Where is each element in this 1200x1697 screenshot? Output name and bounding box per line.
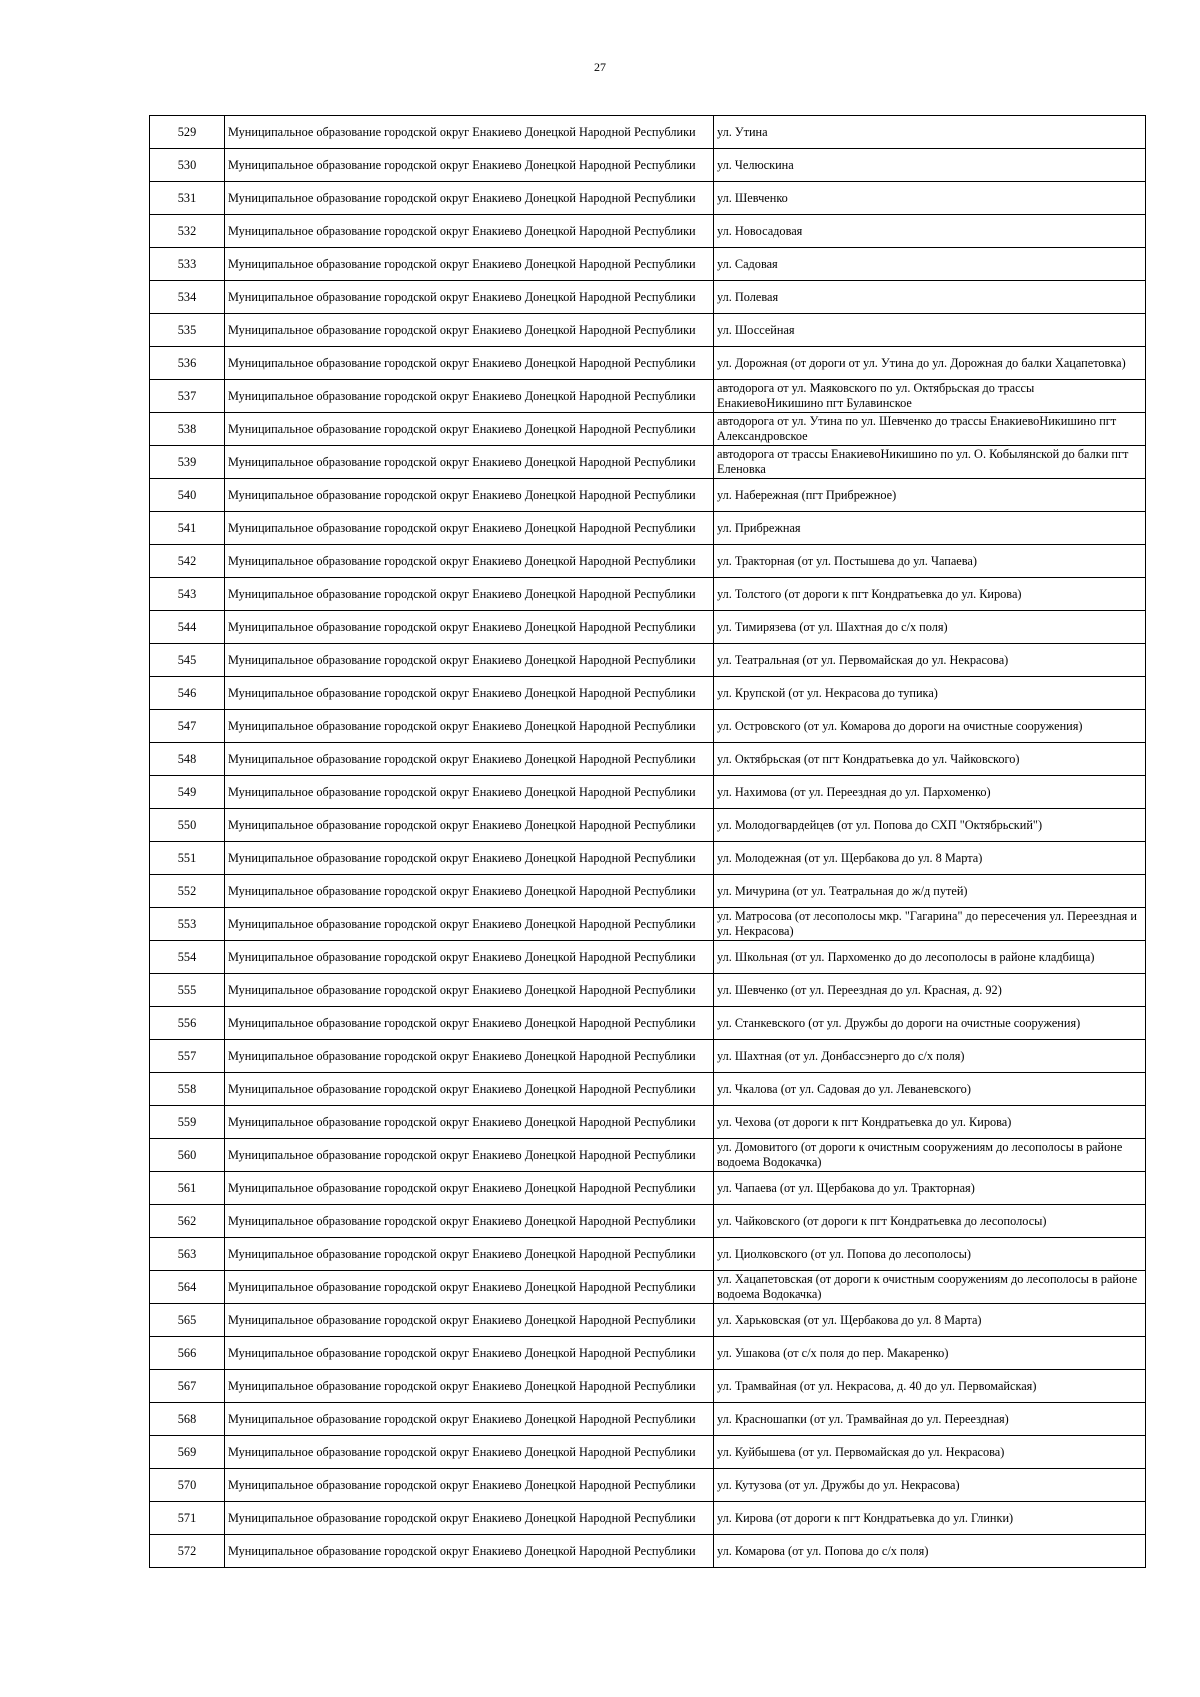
- street-cell: ул. Домовитого (от дороги к очистным сооружениям до лесополосы в районе водоема Водокачка): [714, 1139, 1146, 1172]
- row-number: 563: [150, 1238, 225, 1271]
- municipality-cell: Муниципальное образование городской округ Енакиево Донецкой Народной Республики: [225, 842, 714, 875]
- street-cell: ул. Чапаева (от ул. Щербакова до ул. Тракторная): [714, 1172, 1146, 1205]
- row-number: 572: [150, 1535, 225, 1568]
- street-cell: ул. Театральная (от ул. Первомайская до ул. Некрасова): [714, 644, 1146, 677]
- row-number: 566: [150, 1337, 225, 1370]
- table-row: [150, 1205, 1146, 1238]
- table-row: [150, 380, 1146, 413]
- table-row: [150, 1436, 1146, 1469]
- municipality-cell: Муниципальное образование городской округ Енакиево Донецкой Народной Республики: [225, 710, 714, 743]
- table-row: [150, 710, 1146, 743]
- table-row: [150, 281, 1146, 314]
- municipality-cell: Муниципальное образование городской округ Енакиево Донецкой Народной Республики: [225, 1469, 714, 1502]
- municipality-cell: Муниципальное образование городской округ Енакиево Донецкой Народной Республики: [225, 1337, 714, 1370]
- street-cell: ул. Матросова (от лесополосы мкр. "Гагарина" до пересечения ул. Переездная и ул. Некрасова): [714, 908, 1146, 941]
- street-cell: ул. Молодогвардейцев (от ул. Попова до СХП "Октябрьский"): [714, 809, 1146, 842]
- street-cell: ул. Красношапки (от ул. Трамвайная до ул. Переездная): [714, 1403, 1146, 1436]
- row-number: 543: [150, 578, 225, 611]
- street-cell: ул. Утина: [714, 116, 1146, 149]
- municipality-cell: Муниципальное образование городской округ Енакиево Донецкой Народной Республики: [225, 380, 714, 413]
- table-row: [150, 1469, 1146, 1502]
- row-number: 541: [150, 512, 225, 545]
- table-row: [150, 215, 1146, 248]
- table-row: [150, 578, 1146, 611]
- table-row: [150, 1535, 1146, 1568]
- municipality-cell: Муниципальное образование городской округ Енакиево Донецкой Народной Республики: [225, 215, 714, 248]
- street-cell: ул. Набережная (пгт Прибрежное): [714, 479, 1146, 512]
- row-number: 540: [150, 479, 225, 512]
- row-number: 555: [150, 974, 225, 1007]
- street-cell: ул. Шевченко (от ул. Переездная до ул. Красная, д. 92): [714, 974, 1146, 1007]
- row-number: 553: [150, 908, 225, 941]
- row-number: 560: [150, 1139, 225, 1172]
- row-number: 546: [150, 677, 225, 710]
- municipality-cell: Муниципальное образование городской округ Енакиево Донецкой Народной Республики: [225, 446, 714, 479]
- street-cell: ул. Новосадовая: [714, 215, 1146, 248]
- street-cell: ул. Нахимова (от ул. Переездная до ул. Пархоменко): [714, 776, 1146, 809]
- street-cell: ул. Полевая: [714, 281, 1146, 314]
- street-cell: ул. Хацапетовская (от дороги к очистным сооружениям до лесополосы в районе водоема Водокачка): [714, 1271, 1146, 1304]
- street-cell: автодорога от ул. Маяковского по ул. Октябрьская до трассы ЕнакиевоНикишино пгт Булавинское: [714, 380, 1146, 413]
- table-row: [150, 809, 1146, 842]
- row-number: 561: [150, 1172, 225, 1205]
- street-cell: ул. Ушакова (от с/х поля до пер. Макаренко): [714, 1337, 1146, 1370]
- street-cell: ул. Чехова (от дороги к пгт Кондратьевка до ул. Кирова): [714, 1106, 1146, 1139]
- table-row: [150, 677, 1146, 710]
- row-number: 558: [150, 1073, 225, 1106]
- table-row: [150, 545, 1146, 578]
- row-number: 533: [150, 248, 225, 281]
- row-number: 570: [150, 1469, 225, 1502]
- table-row: [150, 644, 1146, 677]
- table-row: [150, 1304, 1146, 1337]
- street-cell: ул. Челюскина: [714, 149, 1146, 182]
- municipality-cell: Муниципальное образование городской округ Енакиево Донецкой Народной Республики: [225, 512, 714, 545]
- row-number: 551: [150, 842, 225, 875]
- table-row: [150, 776, 1146, 809]
- municipality-cell: Муниципальное образование городской округ Енакиево Донецкой Народной Республики: [225, 1535, 714, 1568]
- municipality-cell: Муниципальное образование городской округ Енакиево Донецкой Народной Республики: [225, 1304, 714, 1337]
- row-number: 552: [150, 875, 225, 908]
- table-row: [150, 347, 1146, 380]
- municipality-cell: Муниципальное образование городской округ Енакиево Донецкой Народной Республики: [225, 248, 714, 281]
- table-row: [150, 446, 1146, 479]
- street-cell: ул. Садовая: [714, 248, 1146, 281]
- table-row: [150, 842, 1146, 875]
- municipality-cell: Муниципальное образование городской округ Енакиево Донецкой Народной Республики: [225, 182, 714, 215]
- row-number: 556: [150, 1007, 225, 1040]
- table-row: [150, 248, 1146, 281]
- row-number: 530: [150, 149, 225, 182]
- municipality-cell: Муниципальное образование городской округ Енакиево Донецкой Народной Республики: [225, 611, 714, 644]
- table-row: [150, 611, 1146, 644]
- row-number: 537: [150, 380, 225, 413]
- municipality-cell: Муниципальное образование городской округ Енакиево Донецкой Народной Республики: [225, 479, 714, 512]
- row-number: 534: [150, 281, 225, 314]
- row-number: 549: [150, 776, 225, 809]
- municipality-cell: Муниципальное образование городской округ Енакиево Донецкой Народной Республики: [225, 314, 714, 347]
- street-cell: ул. Прибрежная: [714, 512, 1146, 545]
- municipality-cell: Муниципальное образование городской округ Енакиево Донецкой Народной Республики: [225, 1436, 714, 1469]
- municipality-cell: Муниципальное образование городской округ Енакиево Донецкой Народной Республики: [225, 545, 714, 578]
- row-number: 529: [150, 116, 225, 149]
- table-row: [150, 1337, 1146, 1370]
- street-cell: ул. Станкевского (от ул. Дружбы до дороги на очистные сооружения): [714, 1007, 1146, 1040]
- table-row: [150, 1502, 1146, 1535]
- municipality-cell: Муниципальное образование городской округ Енакиево Донецкой Народной Республики: [225, 776, 714, 809]
- table-row: [150, 1403, 1146, 1436]
- municipality-cell: Муниципальное образование городской округ Енакиево Донецкой Народной Республики: [225, 1139, 714, 1172]
- municipality-cell: Муниципальное образование городской округ Енакиево Донецкой Народной Республики: [225, 743, 714, 776]
- roads-table: [149, 115, 1146, 1568]
- municipality-cell: Муниципальное образование городской округ Енакиево Донецкой Народной Республики: [225, 1271, 714, 1304]
- street-cell: ул. Харьковская (от ул. Щербакова до ул. 8 Марта): [714, 1304, 1146, 1337]
- municipality-cell: Муниципальное образование городской округ Енакиево Донецкой Народной Республики: [225, 1172, 714, 1205]
- table-row: [150, 1139, 1146, 1172]
- street-cell: ул. Кирова (от дороги к пгт Кондратьевка до ул. Глинки): [714, 1502, 1146, 1535]
- street-cell: ул. Трамвайная (от ул. Некрасова, д. 40 до ул. Первомайская): [714, 1370, 1146, 1403]
- row-number: 554: [150, 941, 225, 974]
- street-cell: ул. Циолковского (от ул. Попова до лесополосы): [714, 1238, 1146, 1271]
- row-number: 542: [150, 545, 225, 578]
- row-number: 571: [150, 1502, 225, 1535]
- street-cell: ул. Шоссейная: [714, 314, 1146, 347]
- row-number: 548: [150, 743, 225, 776]
- table-row: [150, 479, 1146, 512]
- row-number: 545: [150, 644, 225, 677]
- street-cell: ул. Школьная (от ул. Пархоменко до до лесополосы в районе кладбища): [714, 941, 1146, 974]
- table-row: [150, 116, 1146, 149]
- municipality-cell: Муниципальное образование городской округ Енакиево Донецкой Народной Республики: [225, 1106, 714, 1139]
- table-row: [150, 908, 1146, 941]
- street-cell: ул. Тракторная (от ул. Постышева до ул. Чапаева): [714, 545, 1146, 578]
- table-row: [150, 1073, 1146, 1106]
- row-number: 562: [150, 1205, 225, 1238]
- municipality-cell: Муниципальное образование городской округ Енакиево Донецкой Народной Республики: [225, 413, 714, 446]
- row-number: 550: [150, 809, 225, 842]
- row-number: 539: [150, 446, 225, 479]
- municipality-cell: Муниципальное образование городской округ Енакиево Донецкой Народной Республики: [225, 1007, 714, 1040]
- row-number: 535: [150, 314, 225, 347]
- table-row: [150, 1106, 1146, 1139]
- municipality-cell: Муниципальное образование городской округ Енакиево Донецкой Народной Республики: [225, 281, 714, 314]
- street-cell: ул. Мичурина (от ул. Театральная до ж/д путей): [714, 875, 1146, 908]
- table-row: [150, 182, 1146, 215]
- table-row: [150, 314, 1146, 347]
- municipality-cell: Муниципальное образование городской округ Енакиево Донецкой Народной Республики: [225, 677, 714, 710]
- page-number: 27: [594, 60, 606, 74]
- street-cell: ул. Дорожная (от дороги от ул. Утина до ул. Дорожная до балки Хацапетовка): [714, 347, 1146, 380]
- street-cell: ул. Шахтная (от ул. Донбассэнерго до с/х поля): [714, 1040, 1146, 1073]
- street-cell: ул. Чайковского (от дороги к пгт Кондратьевка до лесополосы): [714, 1205, 1146, 1238]
- municipality-cell: Муниципальное образование городской округ Енакиево Донецкой Народной Республики: [225, 149, 714, 182]
- street-cell: ул. Куйбышева (от ул. Первомайская до ул. Некрасова): [714, 1436, 1146, 1469]
- table-row: [150, 1040, 1146, 1073]
- row-number: 538: [150, 413, 225, 446]
- street-cell: ул. Тимирязева (от ул. Шахтная до с/х поля): [714, 611, 1146, 644]
- table-row: [150, 1271, 1146, 1304]
- street-cell: автодорога от ул. Утина по ул. Шевченко до трассы ЕнакиевоНикишино пгт Александровское: [714, 413, 1146, 446]
- street-cell: ул. Крупской (от ул. Некрасова до тупика): [714, 677, 1146, 710]
- table-row: [150, 974, 1146, 1007]
- table-row: [150, 1238, 1146, 1271]
- municipality-cell: Муниципальное образование городской округ Енакиево Донецкой Народной Республики: [225, 347, 714, 380]
- row-number: 544: [150, 611, 225, 644]
- table-row: [150, 875, 1146, 908]
- table-row: [150, 512, 1146, 545]
- municipality-cell: Муниципальное образование городской округ Енакиево Донецкой Народной Республики: [225, 644, 714, 677]
- street-cell: ул. Молодежная (от ул. Щербакова до ул. 8 Марта): [714, 842, 1146, 875]
- row-number: 531: [150, 182, 225, 215]
- street-cell: ул. Толстого (от дороги к пгт Кондратьевка до ул. Кирова): [714, 578, 1146, 611]
- municipality-cell: Муниципальное образование городской округ Енакиево Донецкой Народной Республики: [225, 941, 714, 974]
- street-cell: ул. Кутузова (от ул. Дружбы до ул. Некрасова): [714, 1469, 1146, 1502]
- row-number: 565: [150, 1304, 225, 1337]
- row-number: 532: [150, 215, 225, 248]
- row-number: 564: [150, 1271, 225, 1304]
- street-cell: ул. Островского (от ул. Комарова до дороги на очистные сооружения): [714, 710, 1146, 743]
- municipality-cell: Муниципальное образование городской округ Енакиево Донецкой Народной Республики: [225, 809, 714, 842]
- row-number: 559: [150, 1106, 225, 1139]
- municipality-cell: Муниципальное образование городской округ Енакиево Донецкой Народной Республики: [225, 578, 714, 611]
- municipality-cell: Муниципальное образование городской округ Енакиево Донецкой Народной Республики: [225, 908, 714, 941]
- municipality-cell: Муниципальное образование городской округ Енакиево Донецкой Народной Республики: [225, 1238, 714, 1271]
- street-cell: ул. Чкалова (от ул. Садовая до ул. Леваневского): [714, 1073, 1146, 1106]
- street-cell: автодорога от трассы ЕнакиевоНикишино по ул. О. Кобылянской до балки пгт Еленовка: [714, 446, 1146, 479]
- row-number: 536: [150, 347, 225, 380]
- row-number: 547: [150, 710, 225, 743]
- table-row: [150, 149, 1146, 182]
- table-row: [150, 1370, 1146, 1403]
- row-number: 568: [150, 1403, 225, 1436]
- municipality-cell: Муниципальное образование городской округ Енакиево Донецкой Народной Республики: [225, 1502, 714, 1535]
- row-number: 567: [150, 1370, 225, 1403]
- table-body: [150, 116, 1146, 1568]
- table-row: [150, 413, 1146, 446]
- municipality-cell: Муниципальное образование городской округ Енакиево Донецкой Народной Республики: [225, 1403, 714, 1436]
- table-row: [150, 743, 1146, 776]
- row-number: 557: [150, 1040, 225, 1073]
- municipality-cell: Муниципальное образование городской округ Енакиево Донецкой Народной Республики: [225, 1205, 714, 1238]
- table-row: [150, 1007, 1146, 1040]
- row-number: 569: [150, 1436, 225, 1469]
- street-cell: ул. Шевченко: [714, 182, 1146, 215]
- street-cell: ул. Комарова (от ул. Попова до с/х поля): [714, 1535, 1146, 1568]
- table-row: [150, 1172, 1146, 1205]
- table-row: [150, 941, 1146, 974]
- municipality-cell: Муниципальное образование городской округ Енакиево Донецкой Народной Республики: [225, 1073, 714, 1106]
- municipality-cell: Муниципальное образование городской округ Енакиево Донецкой Народной Республики: [225, 1040, 714, 1073]
- municipality-cell: Муниципальное образование городской округ Енакиево Донецкой Народной Республики: [225, 1370, 714, 1403]
- municipality-cell: Муниципальное образование городской округ Енакиево Донецкой Народной Республики: [225, 116, 714, 149]
- street-cell: ул. Октябрьская (от пгт Кондратьевка до ул. Чайковского): [714, 743, 1146, 776]
- municipality-cell: Муниципальное образование городской округ Енакиево Донецкой Народной Республики: [225, 875, 714, 908]
- municipality-cell: Муниципальное образование городской округ Енакиево Донецкой Народной Республики: [225, 974, 714, 1007]
